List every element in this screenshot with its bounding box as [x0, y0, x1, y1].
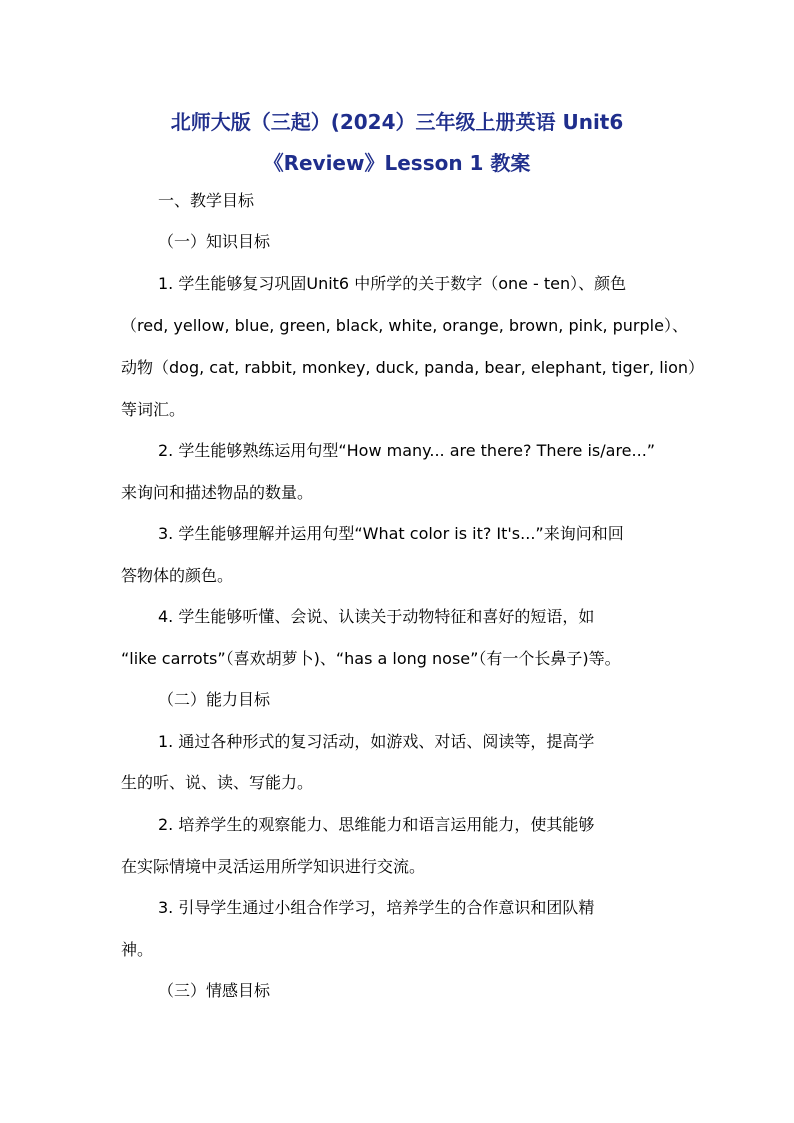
ability-item-1-line-2: 生的听、说、读、写能力。 — [121, 773, 314, 792]
subsection-heading-knowledge: （一）知识目标 — [158, 232, 271, 251]
knowledge-item-3-line-1: 3. 学生能够理解并运用句型“What color is it? It's...”来询问和回 — [158, 524, 624, 543]
knowledge-item-1-line-2: （red, yellow, blue, green, black, white, orange, brown, pink, purple）、 — [121, 316, 688, 335]
section-heading-teaching-goals: 一、教学目标 — [158, 191, 255, 210]
subsection-heading-ability: （二）能力目标 — [158, 690, 271, 709]
knowledge-item-4-line-1: 4. 学生能够听懂、会说、认读关于动物特征和喜好的短语，如 — [158, 607, 595, 626]
document-title-line-2: 《Review》Lesson 1 教案 — [263, 151, 531, 175]
knowledge-item-1-line-3: 动物（dog, cat, rabbit, monkey, duck, panda, bear, elephant, tiger, lion） — [121, 358, 705, 377]
knowledge-item-1-line-1: 1. 学生能够复习巩固Unit6 中所学的关于数字（one - ten）、颜色 — [158, 274, 627, 293]
ability-item-1-line-1: 1. 通过各种形式的复习活动，如游戏、对话、阅读等，提高学 — [158, 732, 595, 751]
subsection-heading-emotion: （三）情感目标 — [158, 981, 271, 1000]
knowledge-item-4-line-2: “like carrots”（喜欢胡萝卜)、“has a long nose”（有一个长鼻子)等。 — [121, 649, 621, 668]
knowledge-item-3-line-2: 答物体的颜色。 — [121, 566, 234, 585]
ability-item-3-line-2: 神。 — [121, 940, 154, 959]
ability-item-3-line-1: 3. 引导学生通过小组合作学习，培养学生的合作意识和团队精 — [158, 898, 595, 917]
knowledge-item-2-line-1: 2. 学生能够熟练运用句型“How many... are there? There is/are...” — [158, 441, 656, 460]
knowledge-item-2-line-2: 来询问和描述物品的数量。 — [121, 483, 314, 502]
ability-item-2-line-1: 2. 培养学生的观察能力、思维能力和语言运用能力，使其能够 — [158, 815, 595, 834]
knowledge-item-1-line-4: 等词汇。 — [121, 400, 186, 419]
document-title-line-1: 北师大版（三起）(2024）三年级上册英语 Unit6 — [170, 110, 624, 134]
ability-item-2-line-2: 在实际情境中灵活运用所学知识进行交流。 — [121, 857, 426, 876]
